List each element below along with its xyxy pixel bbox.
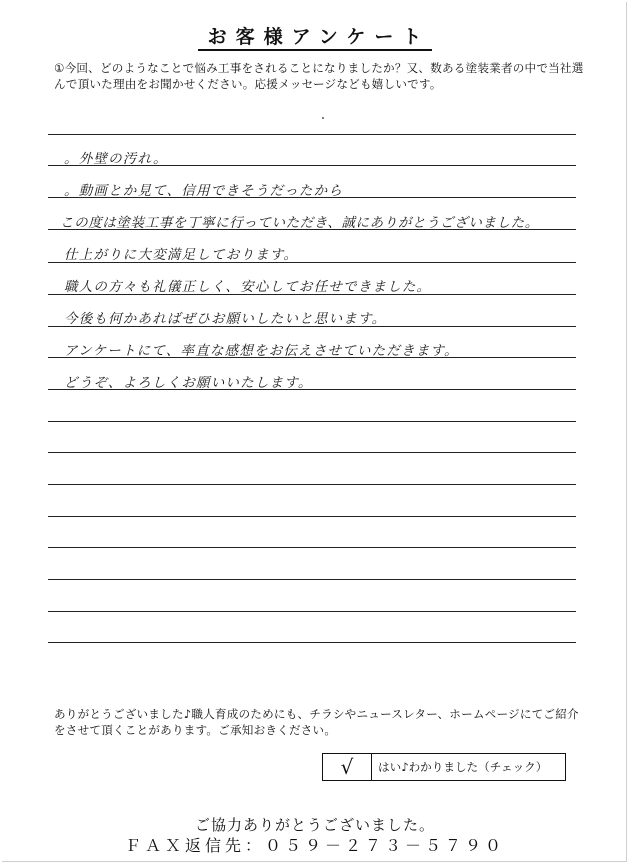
answer-line bbox=[48, 452, 576, 453]
check-mark-icon[interactable]: √ bbox=[323, 754, 372, 780]
handwritten-answer: どうぞ、よろしくお願いいたします。 bbox=[64, 375, 313, 391]
answer-line bbox=[48, 516, 576, 517]
consent-label: はい♪わかりました（チェック） bbox=[378, 760, 548, 774]
handwritten-answer: この度は塗装工事を丁寧に行っていただき、誠にありがとうございました。 bbox=[60, 215, 539, 231]
thanks-message: ご協力ありがとうございました。 bbox=[194, 816, 435, 834]
answer-line bbox=[48, 134, 576, 135]
handwritten-answer: アンケートにて、率直な感想をお伝えさせていただきます。 bbox=[64, 343, 459, 359]
answer-line bbox=[48, 611, 576, 612]
handwritten-answer: 仕上がりに大変満足しております。 bbox=[64, 247, 299, 263]
fax-number: ＦＡＸ返信先：０５９－２７３－５７９０ bbox=[124, 836, 505, 855]
question-text: ①今回、どのようなことで悩み工事をされることになりましたか？又、数ある塗装業者の中で当社選んで頂いた理由をお聞かせください。応援メッセージなども嬉しいです。 bbox=[54, 61, 584, 91]
answer-line bbox=[48, 484, 576, 485]
answer-line bbox=[48, 547, 576, 548]
handwritten-answer: 職人の方々も礼儀正しく、安心してお任せできました。 bbox=[64, 279, 432, 295]
handwritten-answer: 。動画とか見て、信用できそうだったから bbox=[64, 183, 344, 199]
answer-line bbox=[48, 421, 576, 422]
handwritten-answer: 。外壁の汚れ。 bbox=[64, 151, 168, 167]
answer-line bbox=[48, 579, 576, 580]
publication-note: ありがとうございました♪職人育成のためにも、チラシやニュースレター、ホームページにてご紹介をさせて頂くことがあります。ご承知おきください。 bbox=[54, 707, 579, 737]
survey-title: お客様アンケート bbox=[0, 22, 630, 49]
handwritten-answer: 今後も何かあればぜひお願いしたいと思います。 bbox=[64, 311, 387, 327]
answer-line bbox=[48, 642, 576, 643]
consent-checkbox-row[interactable] bbox=[322, 753, 566, 781]
